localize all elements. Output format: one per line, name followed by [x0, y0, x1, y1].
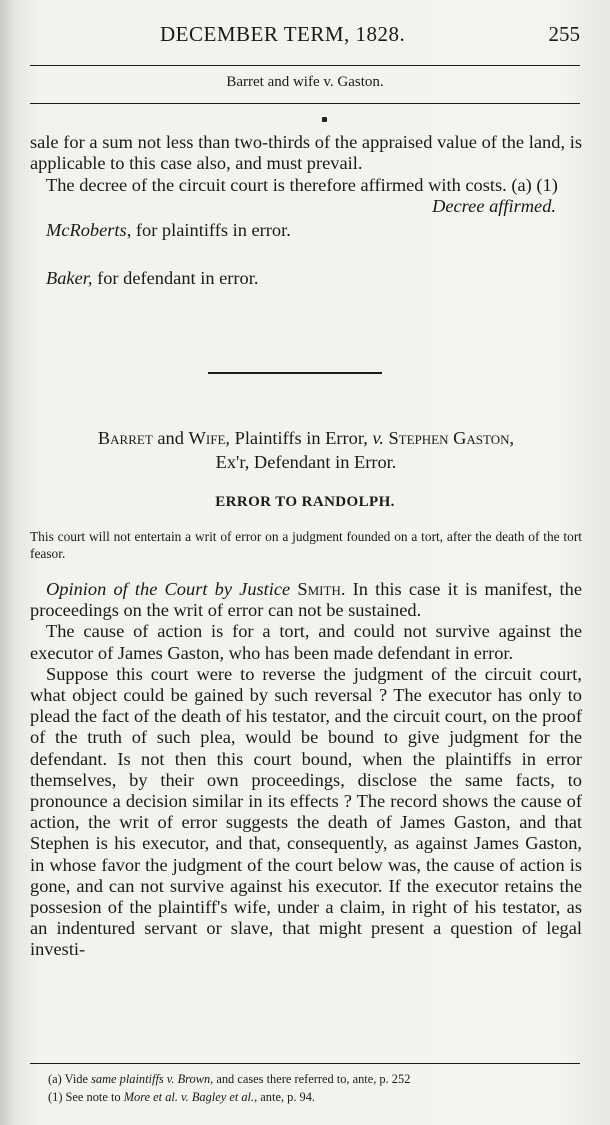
case-title: [30, 426, 582, 474]
counsel-plaintiffs-role: for plaintiffs in error.: [131, 219, 291, 240]
case-title-line-2: Ex'r, Defendant in Error.: [215, 452, 397, 472]
opinion-text: [30, 579, 582, 961]
syllabus: [30, 528, 582, 562]
footnote-1-cite: More et al. v. Bagley et al.,: [123, 1089, 258, 1104]
case-running-title: Barret and wife v. Gaston.: [226, 74, 384, 90]
opinion-paragraph-3: Suppose this court were to reverse the judgment of the circuit court, what object could be gained by such reversal ? The executor has only to plead the fact of the death of his testator, and the circuit court, on the proof of the truth of such plea, would be bound to give judgment for the defendant. Is not then this court bound, when the plaintiffs in error themselves, by their own proceedings, disclose the same facts, to pronounce a decision similar in its effects ? The record shows the cause of action, the writ of error suggests the death of James Gaston, and that Stephen is his executor, and that, consequently, as against James Gaston, in whose favor the judgment of the court below was, the cause of action is gone, and can not survive against his executor. If the executor retains the possesion of the plaintiff's wife, under a claim, in right of his testator, as an indentured servant or slave, that might present a question of legal investi-: [30, 663, 582, 960]
title-and: and: [152, 428, 189, 448]
opinion-paragraph-1: [30, 579, 582, 621]
title-versus: v.: [372, 428, 384, 448]
syllabus-text: This court will not entertain a writ of error on a judgment founded on a tort, after the death of the tort feasor.: [30, 529, 582, 561]
counsel-plaintiffs-name: McRoberts,: [46, 219, 132, 240]
header-rule-top: [30, 65, 580, 66]
footnote-1-prefix: (1) See note to: [48, 1089, 124, 1104]
header-rule-bottom: [30, 103, 580, 104]
opinion-paragraph-1-text: In this case it is manifest, the proceedings on the writ of error can not be sustained.: [30, 579, 582, 621]
court-heading: ERROR TO RANDOLPH.: [215, 494, 395, 510]
counsel-defendant-role: for defendant in error.: [92, 268, 259, 289]
footnote-a-rest: and cases there referred to, ante, p. 252: [213, 1072, 411, 1086]
section-divider: [208, 372, 382, 374]
ink-speck: [322, 117, 327, 122]
justice-name: Smith.: [297, 579, 346, 599]
footnote-rule: [30, 1063, 580, 1064]
page-header: [30, 22, 580, 54]
prior-paragraph-1: sale for a sum not less than two-thirds of the appraised value of the land, is applicable to this case also, and must prevail.: [30, 132, 582, 174]
footnote-a-prefix: (a) Vide: [48, 1072, 92, 1086]
decree-line: Decree affirmed.: [432, 196, 556, 217]
footnote-1: [30, 1089, 582, 1107]
opinion-intro: Opinion of the Court by Justice: [46, 579, 298, 599]
party-gaston: Stephen Gaston,: [383, 428, 515, 448]
case-title-line-1: [30, 426, 582, 450]
prior-paragraph-2: The decree of the circuit court is therefore affirmed with costs. (a) (1): [46, 174, 558, 195]
footnote-a-cite: same plaintiffs v. Brown,: [91, 1072, 214, 1086]
counsel-defendant: [30, 268, 582, 289]
opinion-paragraph-2: The cause of action is for a tort, and could not survive against the executor of James Gaston, who has been made defendant in error.: [30, 621, 582, 663]
footnotes: [30, 1071, 582, 1106]
party-wife: Wife: [188, 428, 226, 448]
party-barret: Barret: [97, 428, 153, 448]
footnote-a: [30, 1071, 582, 1089]
footnote-1-rest: ante, p. 94.: [257, 1089, 316, 1104]
counsel-plaintiffs: [30, 220, 582, 241]
prior-case-text: [30, 132, 582, 289]
page-number: 255: [548, 22, 580, 46]
counsel-defendant-name: Baker,: [46, 268, 93, 289]
title-plaintiffs: , Plaintiffs in Error,: [225, 428, 373, 448]
running-head: DECEMBER TERM, 1828.: [160, 22, 406, 46]
